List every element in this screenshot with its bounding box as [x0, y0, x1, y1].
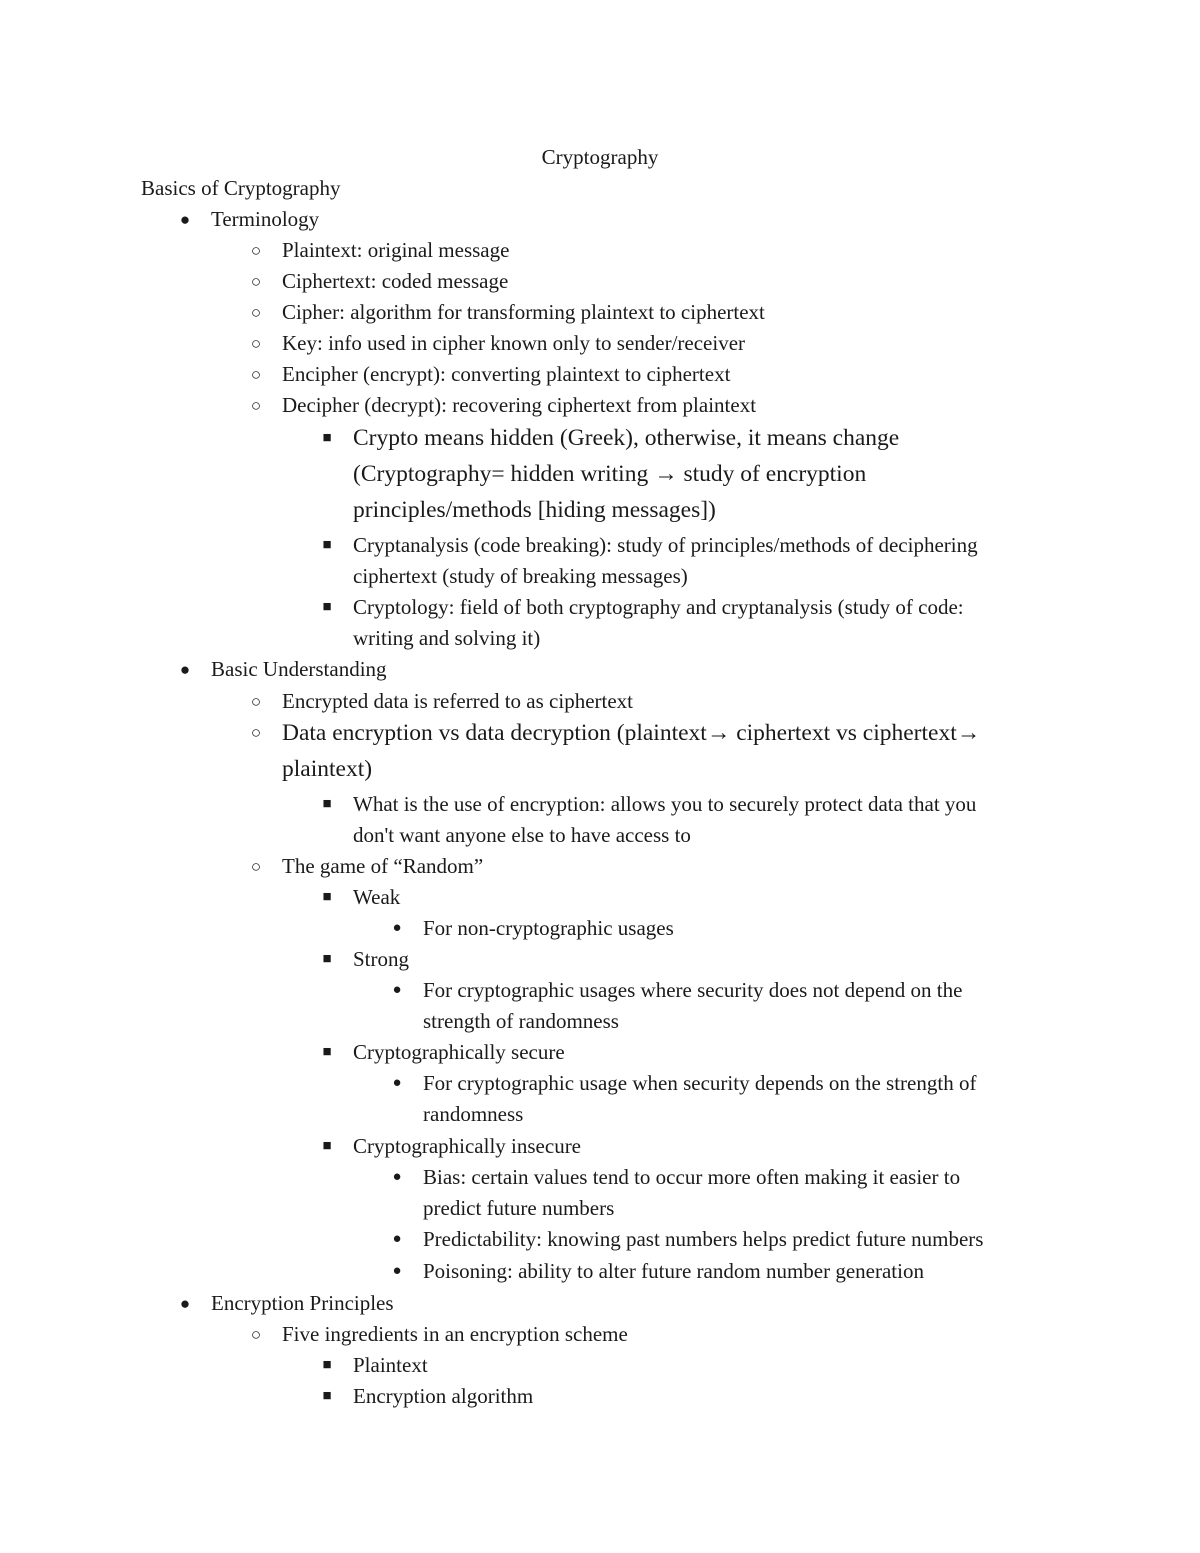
list-item-line: (Cryptography= hidden writing → study of encryption	[353, 461, 867, 487]
square-bullet-icon: ■	[322, 1138, 332, 1154]
disc-bullet-icon: ●	[179, 660, 191, 679]
list-item-line: For cryptographic usages where security does not depend on the	[423, 978, 963, 1002]
circle-bullet-icon: ○	[250, 334, 262, 353]
disc-bullet-icon: ●	[392, 1231, 402, 1247]
list-item: Plaintext	[353, 1353, 428, 1377]
circle-bullet-icon: ○	[250, 303, 262, 322]
list-item: Encrypted data is referred to as ciphertext	[282, 689, 634, 713]
page-title: Cryptography	[541, 145, 659, 169]
section-heading: Basics of Cryptography	[141, 176, 341, 200]
list-item-line: ciphertext (study of breaking messages)	[353, 564, 688, 588]
list-item-line: Cryptology: field of both cryptography and cryptanalysis (study of code:	[353, 595, 964, 619]
list-item-encryption-principles: Encryption Principles	[211, 1291, 394, 1315]
disc-bullet-icon: ●	[392, 982, 402, 998]
list-item: Ciphertext: coded message	[282, 269, 509, 293]
circle-bullet-icon: ○	[250, 1325, 262, 1344]
list-item-line: writing and solving it)	[353, 626, 541, 650]
list-item-line: plaintext)	[282, 756, 373, 782]
list-item-terminology: Terminology	[211, 207, 320, 231]
disc-bullet-icon: ●	[392, 1263, 402, 1279]
list-item: Strong	[353, 947, 410, 971]
disc-bullet-icon: ●	[392, 920, 402, 936]
list-item: Five ingredients in an encryption scheme	[282, 1322, 628, 1346]
list-item: The game of “Random”	[282, 854, 484, 878]
circle-bullet-icon: ○	[250, 241, 262, 260]
circle-bullet-icon: ○	[250, 272, 262, 291]
list-item: For non-cryptographic usages	[423, 916, 674, 940]
list-item: Encipher (encrypt): converting plaintext to ciphertext	[282, 362, 731, 386]
list-item-line: principles/methods [hiding messages])	[353, 497, 716, 523]
square-bullet-icon: ■	[322, 599, 332, 615]
square-bullet-icon: ■	[322, 951, 332, 967]
list-item-line: Cryptanalysis (code breaking): study of principles/methods of deciphering	[353, 533, 978, 557]
list-item: Plaintext: original message	[282, 238, 510, 262]
circle-bullet-icon: ○	[250, 365, 262, 384]
list-item-line: strength of randomness	[423, 1009, 619, 1033]
list-item-line: Crypto means hidden (Greek), otherwise, it means change	[353, 425, 900, 451]
circle-bullet-icon: ○	[250, 857, 262, 876]
disc-bullet-icon: ●	[392, 1169, 402, 1185]
square-bullet-icon: ■	[322, 1388, 332, 1404]
square-bullet-icon: ■	[322, 889, 332, 905]
disc-bullet-icon: ●	[392, 1075, 402, 1091]
disc-bullet-icon: ●	[179, 1294, 191, 1313]
list-item-basic-understanding: Basic Understanding	[211, 657, 387, 681]
list-item: Cryptographically secure	[353, 1040, 565, 1064]
list-item-line: predict future numbers	[423, 1196, 615, 1220]
list-item-line: Data encryption vs data decryption (plaintext→ ciphertext vs ciphertext→	[282, 720, 981, 746]
list-item-line: For cryptographic usage when security depends on the strength of	[423, 1071, 977, 1095]
list-item: Decipher (decrypt): recovering ciphertext from plaintext	[282, 393, 757, 417]
disc-bullet-icon: ●	[179, 210, 191, 229]
square-bullet-icon: ■	[322, 796, 332, 812]
circle-bullet-icon: ○	[250, 692, 262, 711]
list-item: Predictability: knowing past numbers helps predict future numbers	[423, 1227, 984, 1251]
list-item: Cryptographically insecure	[353, 1134, 582, 1158]
list-item-line: don't want anyone else to have access to	[353, 823, 691, 847]
list-item-line: What is the use of encryption: allows you to securely protect data that you	[353, 792, 977, 816]
square-bullet-icon: ■	[322, 1044, 332, 1060]
list-item: Key: info used in cipher known only to sender/receiver	[282, 331, 746, 355]
circle-bullet-icon: ○	[250, 396, 262, 415]
list-item-line: randomness	[423, 1102, 524, 1126]
square-bullet-icon: ■	[322, 430, 332, 446]
list-item-line: Bias: certain values tend to occur more often making it easier to	[423, 1165, 961, 1189]
list-item: Encryption algorithm	[353, 1384, 534, 1408]
list-item: Cipher: algorithm for transforming plaintext to ciphertext	[282, 300, 765, 324]
square-bullet-icon: ■	[322, 1357, 332, 1373]
list-item: Poisoning: ability to alter future random number generation	[423, 1259, 924, 1283]
list-item: Weak	[353, 885, 401, 909]
circle-bullet-icon: ○	[250, 723, 262, 742]
square-bullet-icon: ■	[322, 537, 332, 553]
